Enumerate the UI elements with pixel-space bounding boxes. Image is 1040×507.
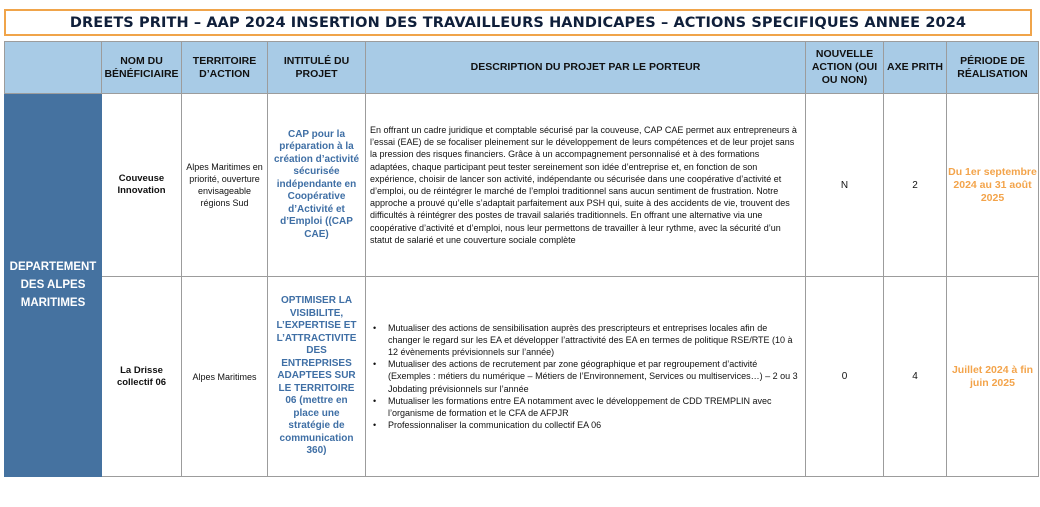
table-row [5,94,1039,277]
bullet-marker: • [373,420,377,431]
header-empty-cell [5,42,102,94]
departement-cell: DEPARTEMENT DES ALPES MARITIMES [5,94,102,477]
list-item [373,395,801,419]
bullet-text: Mutualiser des actions de recrutement par zone géographique et par regroupement d’activité (Exemples : métiers du numérique – Métiers de l’Environnement, Services ou multiservices…) – 2 ou 3 Jobdating prévisionnels sur l’année [388,359,798,394]
intitule-cell: OPTIMISER LA VISIBILITE, L’EXPERTISE ET L’ATTRACTIVITE DES ENTREPRISES ADAPTEES SUR LE TERRITOIRE 06 (mettre en place une stratégie de communication 360) [268,277,366,477]
bullet-text: Mutualiser des actions de sensibilisation auprès des prescripteurs et entreprises locales afin de changer le regard sur les EA et développer l’attractivité des EA en termes de politique RSE/RTE (10 à 12 évènements prévisionnels sur l’année) [388,322,793,357]
territoire-cell: Alpes Maritimes [182,277,268,477]
description-bullet-list [370,322,801,432]
axe-prith-cell: 2 [884,94,947,277]
periode-cell: Juillet 2024 à fin juin 2025 [947,277,1039,477]
header-periode: PÉRIODE DE RÉALISATION [947,42,1039,94]
beneficiaire-cell: Couveuse Innovation [102,94,182,277]
bullet-marker: • [373,359,377,370]
bullet-text: Professionnaliser la communication du collectif EA 06 [388,420,602,431]
document-title: DREETS PRITH – AAP 2024 INSERTION DES TRAVAILLEURS HANDICAPES – ACTIONS SPECIFIQUES ANNEE 2024 [4,9,1032,36]
description-cell: En offrant un cadre juridique et comptable sécurisé par la couveuse, CAP CAE permet aux entrepreneurs à l’essai (EAE) de se focaliser pleinement sur le développement de leurs compétences et de leur projet sans la pression des risques financiers. Grâce à un accompagnement personnalisé et à des formations adaptées, chaque participant peut tester sereinement son idée d’entreprise et, en fonction de son expérience, choisir de lancer son activité, indépendante ou sécurisée dans une coopérative d’activité et d’emploi, ou de réintégrer le marché de l’emploi traditionnel sans aucun sentiment de frustration. Notre approche a prouvé qu’elle s’adaptait parfaitement aux PSH qui, suite à des accidents de vie, trouvent des difficultés à réintégrer des postes de travail salariés traditionnels. En offrant une alternative via une coopérative d’activité et d’emploi, nous leur permettons de travailler à leur rythme, avec la sécurité d’un statut de salarié et une couverture sociale complète [366,94,806,277]
intitule-cell: CAP pour la préparation à la création d’activité sécurisée indépendante en Coopérative d’Activité et d’Emploi ((CAP CAE) [268,94,366,277]
actions-table [4,41,1039,477]
header-beneficiaire: NOM DU BÉNÉFICIAIRE [102,42,182,94]
list-item [373,419,801,431]
header-description: DESCRIPTION DU PROJET PAR LE PORTEUR [366,42,806,94]
list-item [373,322,801,359]
list-item [373,358,801,395]
axe-prith-cell: 4 [884,277,947,477]
header-intitule: INTITULÉ DU PROJET [268,42,366,94]
header-axe-prith: AXE PRITH [884,42,947,94]
bullet-marker: • [373,322,377,333]
description-cell [366,277,806,477]
periode-cell: Du 1er septembre 2024 au 31 août 2025 [947,94,1039,277]
bullet-marker: • [373,395,377,406]
header-row [5,42,1039,94]
nouvelle-action-cell: 0 [806,277,884,477]
nouvelle-action-cell: N [806,94,884,277]
header-territoire: TERRITOIRE D’ACTION [182,42,268,94]
bullet-text: Mutualiser les formations entre EA notamment avec le développement de CDD TREMPLIN avec l’organisme de formation et le CFA de AFPJR [388,395,772,418]
territoire-cell: Alpes Maritimes en priorité, ouverture envisageable régions Sud [182,94,268,277]
beneficiaire-cell: La Drisse collectif 06 [102,277,182,477]
header-nouvelle-action: NOUVELLE ACTION (OUI OU NON) [806,42,884,94]
table-row [5,277,1039,477]
